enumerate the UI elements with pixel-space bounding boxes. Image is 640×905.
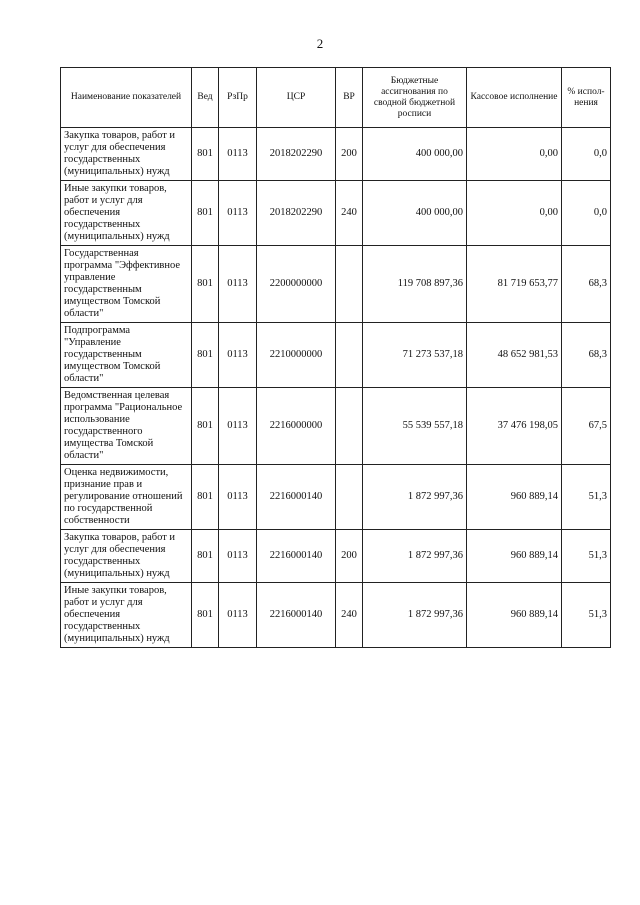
row-cash: 960 889,14 xyxy=(467,530,562,583)
row-percent: 51,3 xyxy=(562,465,611,530)
row-rzpr: 0113 xyxy=(219,583,257,648)
row-cash: 0,00 xyxy=(467,181,562,246)
row-ved: 801 xyxy=(192,128,219,181)
row-budget: 71 273 537,18 xyxy=(363,323,467,388)
row-percent: 68,3 xyxy=(562,323,611,388)
row-ved: 801 xyxy=(192,323,219,388)
row-budget: 400 000,00 xyxy=(363,181,467,246)
row-ved: 801 xyxy=(192,583,219,648)
row-name: Государственная программа "Эффективное управление государственным имуществом Томской области" xyxy=(61,246,192,323)
row-budget: 1 872 997,36 xyxy=(363,583,467,648)
row-cash: 960 889,14 xyxy=(467,583,562,648)
row-vr xyxy=(336,323,363,388)
header-csr: ЦСР xyxy=(257,68,336,128)
table-row xyxy=(61,465,611,530)
row-vr xyxy=(336,388,363,465)
row-vr xyxy=(336,246,363,323)
row-csr: 2216000140 xyxy=(257,465,336,530)
table-row xyxy=(61,128,611,181)
row-budget: 1 872 997,36 xyxy=(363,465,467,530)
row-rzpr: 0113 xyxy=(219,388,257,465)
row-vr: 200 xyxy=(336,128,363,181)
row-budget: 1 872 997,36 xyxy=(363,530,467,583)
row-budget: 400 000,00 xyxy=(363,128,467,181)
row-csr: 2018202290 xyxy=(257,128,336,181)
header-row xyxy=(61,68,611,128)
row-rzpr: 0113 xyxy=(219,181,257,246)
budget-execution-table xyxy=(60,67,611,648)
row-csr: 2216000000 xyxy=(257,388,336,465)
header-rzpr: РзПр xyxy=(219,68,257,128)
table-row xyxy=(61,388,611,465)
row-budget: 119 708 897,36 xyxy=(363,246,467,323)
row-cash: 37 476 198,05 xyxy=(467,388,562,465)
row-rzpr: 0113 xyxy=(219,465,257,530)
row-csr: 2216000140 xyxy=(257,530,336,583)
row-cash: 81 719 653,77 xyxy=(467,246,562,323)
row-ved: 801 xyxy=(192,246,219,323)
row-name: Иные закупки товаров, работ и услуг для обеспечения государственных (муниципальных) нужд xyxy=(61,583,192,648)
row-percent: 67,5 xyxy=(562,388,611,465)
row-name: Подпрограмма "Управление государственным имуществом Томской области" xyxy=(61,323,192,388)
row-percent: 51,3 xyxy=(562,530,611,583)
row-csr: 2210000000 xyxy=(257,323,336,388)
row-ved: 801 xyxy=(192,388,219,465)
row-rzpr: 0113 xyxy=(219,246,257,323)
row-rzpr: 0113 xyxy=(219,128,257,181)
row-vr: 240 xyxy=(336,583,363,648)
row-name: Ведомственная целевая программа "Рациональное использование государственного имущества Томской области" xyxy=(61,388,192,465)
table-row xyxy=(61,530,611,583)
table-row xyxy=(61,323,611,388)
row-name: Иные закупки товаров, работ и услуг для обеспечения государственных (муниципальных) нужд xyxy=(61,181,192,246)
row-name: Закупка товаров, работ и услуг для обеспечения государственных (муниципальных) нужд xyxy=(61,530,192,583)
row-cash: 960 889,14 xyxy=(467,465,562,530)
row-csr: 2018202290 xyxy=(257,181,336,246)
row-ved: 801 xyxy=(192,465,219,530)
row-percent: 0,0 xyxy=(562,128,611,181)
table-row xyxy=(61,181,611,246)
table-row xyxy=(61,246,611,323)
row-percent: 0,0 xyxy=(562,181,611,246)
row-budget: 55 539 557,18 xyxy=(363,388,467,465)
header-budget: Бюджетные ассигнования по сводной бюджетной росписи xyxy=(363,68,467,128)
row-ved: 801 xyxy=(192,181,219,246)
row-csr: 2216000140 xyxy=(257,583,336,648)
row-name: Закупка товаров, работ и услуг для обеспечения государственных (муниципальных) нужд xyxy=(61,128,192,181)
header-ved: Вед xyxy=(192,68,219,128)
header-vr: ВР xyxy=(336,68,363,128)
row-vr xyxy=(336,465,363,530)
row-cash: 0,00 xyxy=(467,128,562,181)
table-row xyxy=(61,583,611,648)
row-name: Оценка недвижимости, признание прав и регулирование отношений по государственной собственности xyxy=(61,465,192,530)
header-percent: % испол-нения xyxy=(562,68,611,128)
row-percent: 51,3 xyxy=(562,583,611,648)
header-name: Наименование показателей xyxy=(61,68,192,128)
row-vr: 240 xyxy=(336,181,363,246)
row-cash: 48 652 981,53 xyxy=(467,323,562,388)
row-rzpr: 0113 xyxy=(219,323,257,388)
row-ved: 801 xyxy=(192,530,219,583)
header-cash: Кассовое исполнение xyxy=(467,68,562,128)
row-csr: 2200000000 xyxy=(257,246,336,323)
page-number: 2 xyxy=(316,36,324,51)
row-rzpr: 0113 xyxy=(219,530,257,583)
row-percent: 68,3 xyxy=(562,246,611,323)
row-vr: 200 xyxy=(336,530,363,583)
